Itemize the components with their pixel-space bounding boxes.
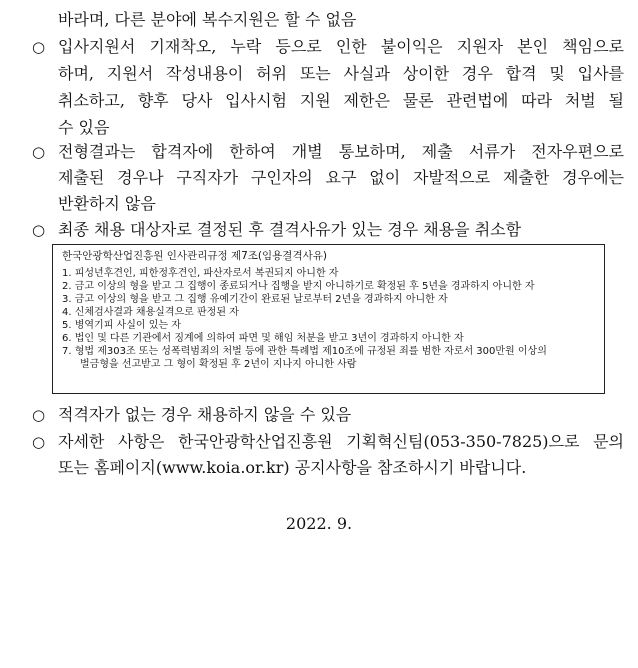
regulation-item: 1. 피성년후견인, 피한정후견인, 파산자로서 복권되지 아니한 자 <box>62 268 339 279</box>
regulation-item: 5. 병역기피 사실이 있는 자 <box>62 320 181 331</box>
notice-line: 입사지원서 기재착오, 누락 등으로 인한 불이익은 지원자 본인 책임으로 <box>58 37 624 56</box>
notice-line: 제출된 경우나 구직자가 구인자의 요구 없이 자발적으로 제출한 경우에는 <box>58 168 624 187</box>
regulation-item: 6. 법인 및 다른 기관에서 징계에 의하여 파면 및 해임 처분을 받고 3년이 경과하지 아니한 자 <box>62 333 464 344</box>
regulation-title: 한국안광학산업진흥원 인사관리규정 제7조(임용결격사유) <box>62 250 327 262</box>
notice-line: 또는 홈페이지(www.koia.or.kr) 공지사항을 참조하시기 바랍니다. <box>58 458 527 477</box>
notice-line: 자세한 사항은 한국안광학산업진흥원 기획혁신팀(053-350-7825)으로 문의 <box>58 432 624 451</box>
bullet-icon: ○ <box>32 433 46 451</box>
notice-line: 하며, 지원서 작성내용이 허위 또는 사실과 상이한 경우 합격 및 입사를 <box>58 64 624 83</box>
notice-line: 적격자가 없는 경우 채용하지 않을 수 있음 <box>58 405 352 424</box>
notice-line: 수 있음 <box>58 118 110 137</box>
bullet-icon: ○ <box>32 406 46 424</box>
bullet-icon: ○ <box>32 221 46 239</box>
regulation-item: 3. 금고 이상의 형을 받고 그 집행 유예기간이 완료된 날로부터 2년을 경과하지 아니한 자 <box>62 294 448 305</box>
regulation-item: 7. 형법 제303조 또는 성폭력범죄의 처벌 등에 관한 특례법 제10조에 규정된 죄를 범한 자로서 300만원 이상의 <box>62 346 547 357</box>
notice-line: 전형결과는 합격자에 한하여 개별 통보하며, 제출 서류가 전자우편으로 <box>58 142 624 161</box>
notice-line: 최종 채용 대상자로 결정된 후 결격사유가 있는 경우 채용을 취소함 <box>58 220 522 239</box>
document-date: 2022. 9. <box>285 514 353 533</box>
notice-line: 바라며, 다른 분야에 복수지원은 할 수 없음 <box>58 10 357 29</box>
regulation-item: 4. 신체검사결과 채용실격으로 판정된 자 <box>62 307 239 318</box>
regulation-item: 벌금형을 선고받고 그 형이 확정된 후 2년이 지나지 아니한 사람 <box>80 359 357 370</box>
regulation-item: 2. 금고 이상의 형을 받고 그 집행이 종료되거나 집행을 받지 아니하기로 확정된 후 5년을 경과하지 아니한 자 <box>62 281 535 292</box>
notice-line: 취소하고, 향후 당사 입사시험 지원 제한은 물론 관련법에 따라 처벌 될 <box>58 91 624 110</box>
regulation-box <box>52 244 605 394</box>
bullet-icon: ○ <box>32 38 46 56</box>
bullet-icon: ○ <box>32 143 46 161</box>
notice-line: 반환하지 않음 <box>58 194 156 213</box>
